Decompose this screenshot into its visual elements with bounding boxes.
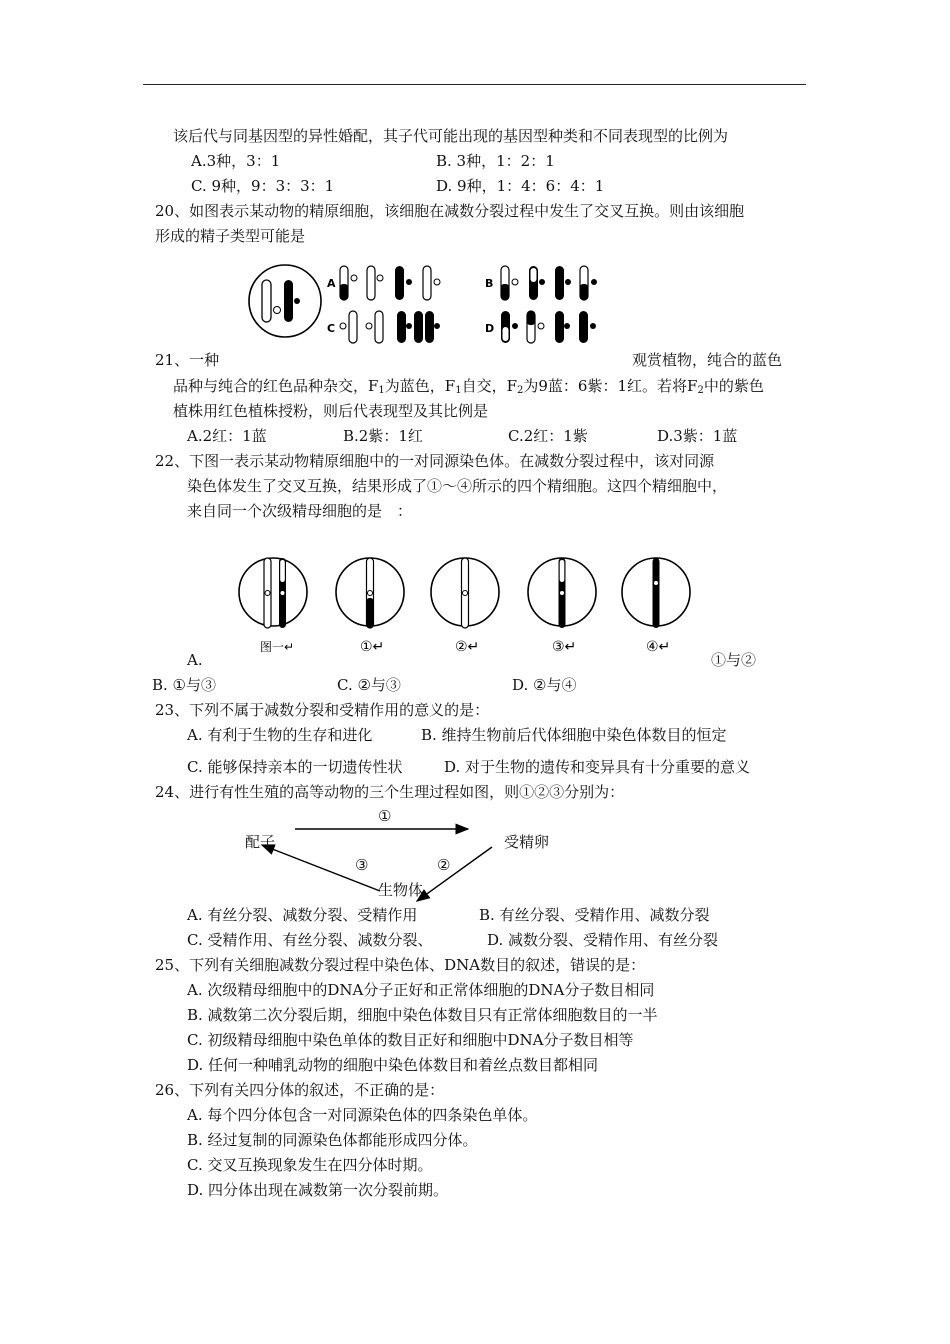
q24-node-organism: 生物体 [378,881,424,899]
q22-option-d: D. ②与④ [512,676,577,694]
centromere [280,591,285,596]
q24-option-c: C. 受精作用、有丝分裂、减数分裂、 [187,931,433,949]
q24-option-d: D. 减数分裂、受精作用、有丝分裂 [487,931,719,949]
q22-stem-line3: 来自同一个次级精母细胞的是 ： [187,502,413,520]
q25-option-d: D. 任何一种哺乳动物的细胞中染色体数目和着丝点数目都相同 [187,1056,599,1074]
centromere [274,307,281,314]
q25-option-b: B. 减数第二次分裂后期，细胞中染色体数目只有正常体细胞数目的一半 [187,1006,658,1024]
option-a-label: A [327,277,336,290]
q22-option-c: C. ②与③ [337,676,401,694]
q21-stem-tail: 观赏植物，纯合的蓝色 [632,351,783,369]
centromere [265,591,270,596]
q23-option-a: A. 有利于生物的生存和进化 [187,726,373,744]
cell-3-label: ③↵ [552,639,577,655]
q26-option-d: D. 四分体出现在减数第一次分裂前期。 [187,1181,449,1199]
centromere [294,298,300,304]
q19-option-c: C. 9种，9：3：3：1 [191,177,335,195]
q25-stem: 25、下列有关细胞减数分裂过程中染色体、DNA数目的叙述，错误的是： [155,956,646,974]
q22-stem-line1: 22、下图一表示某动物精原细胞中的一对同源染色体。在减数分裂过程中，该对同源 [155,452,715,470]
q19-option-a: A.3种，3：1 [191,152,281,170]
chromosome-black [284,280,293,322]
option-c-label: C [327,322,336,335]
option-b-label: B [485,277,494,290]
q21-option-a: A.2红：1蓝 [187,427,267,445]
q21-option-b: B.2紫：1红 [343,427,423,445]
figure1-label: 图一↵ [260,640,295,654]
q22-option-a-label: A. [187,651,203,669]
arrow-2 [417,847,492,901]
q24-arrow3-label: ③ [355,856,369,874]
q26-stem: 26、下列有关四分体的叙述，不正确的是： [155,1081,445,1099]
option-c-chromosomes [340,311,440,343]
option-d-label: D [485,322,495,335]
q19-option-d: D. 9种，1：4：6：4：1 [436,177,605,195]
q24-arrow2-label: ② [437,856,451,874]
q22-option-b: B. ①与③ [152,676,217,694]
option-b-chromosomes [501,266,597,300]
q24-node-gamete: 配子 [245,833,276,851]
q21-stem-lead: 21、一种 [155,351,220,369]
q20-stem-line2: 形成的精子类型可能是 [155,227,306,245]
cell-1-label: ①↵ [360,639,385,655]
q24-option-b: B. 有丝分裂、受精作用、减数分裂 [479,906,710,924]
header-rule [143,84,806,85]
q21-stem-line2: 品种与纯合的红色品种杂交，$F_1$为蓝色，$F_1$自交，$F_2$为9蓝：6紫：1红。若将$F_2$中的紫色 [173,377,764,396]
q23-option-c: C. 能够保持亲本的一切遗传性状 [187,758,403,776]
q24-node-zygote: 受精卵 [504,833,550,851]
q23-option-d: D. 对于生物的遗传和变异具有十分重要的意义 [444,758,751,776]
q25-option-a: A. 次级精母细胞中的DNA分子正好和正常体细胞的DNA分子数目相同 [187,981,655,999]
q19-stem-continuation: 该后代与同基因型的异性婚配，其子代可能出现的基因型种类和不同表现型的比例为 [173,127,729,145]
q23-option-b: B. 维持生物前后代体细胞中染色体数目的恒定 [421,726,727,744]
q20-stem-line1: 20、如图表示某动物的精原细胞，该细胞在减数分裂过程中发生了交叉互换。则由该细胞 [155,202,745,220]
q26-option-b: B. 经过复制的同源染色体都能形成四分体。 [187,1131,478,1149]
figure1-cell [239,558,307,626]
q22-stem-line2: 染色体发生了交叉互换，结果形成了①～④所示的四个精细胞。这四个精细胞中， [187,477,728,495]
q26-option-a: A. 每个四分体包含一对同源染色体的四条染色单体。 [187,1106,538,1124]
chromosome-white [262,280,271,322]
q20-figure [245,260,605,345]
q19-option-b: B. 3种，1：2：1 [436,152,555,170]
cell-2-label: ②↵ [455,639,480,655]
q24-arrow1-label: ① [378,807,392,825]
option-a-chromosomes [340,266,440,300]
q25-option-c: C. 初级精母细胞中染色单体的数目正好和细胞中DNA分子数目相等 [187,1031,634,1049]
q21-option-d: D.3紫：1蓝 [657,427,738,445]
q22-figure [238,550,698,660]
cell-4-label: ④↵ [646,639,671,655]
q22-option-a-text: ①与② [711,651,757,669]
q24-stem: 24、进行有性生殖的高等动物的三个生理过程如图，则①②③分别为： [155,783,625,801]
q21-option-c: C.2红：1紫 [508,427,588,445]
q21-stem-line3: 植株用红色植株授粉，则后代表现型及其比例是 [173,402,489,420]
q23-stem: 23、下列不属于减数分裂和受精作用的意义的是： [155,701,490,719]
option-d-chromosomes [501,311,596,343]
q26-option-c: C. 交叉互换现象发生在四分体时期。 [187,1156,433,1174]
q24-option-a: A. 有丝分裂、减数分裂、受精作用 [187,906,418,924]
